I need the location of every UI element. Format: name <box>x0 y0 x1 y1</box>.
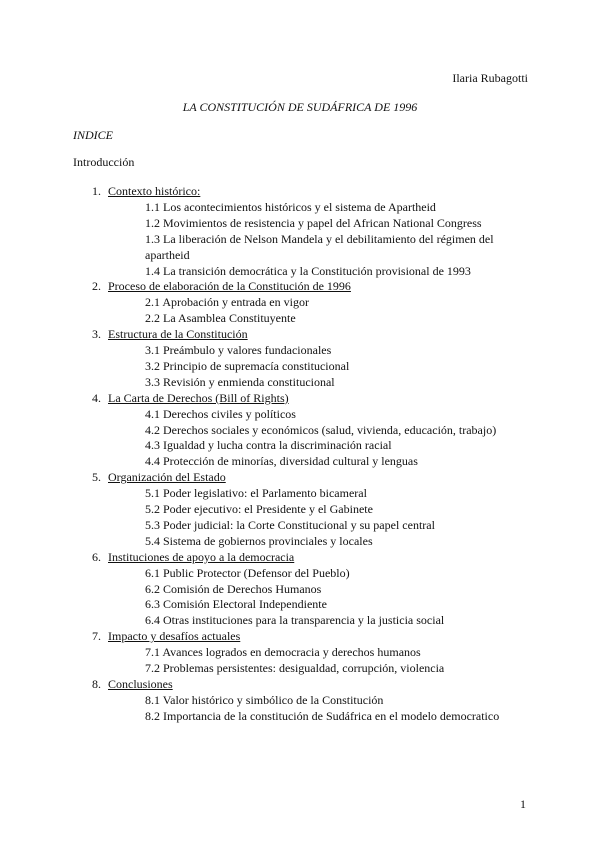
toc-subsection: 3.3 Revisión y enmienda constitucional <box>145 374 335 389</box>
toc-section-heading <box>0 279 600 295</box>
section-number: 3. <box>92 327 101 342</box>
toc-subsection: 6.3 Comisión Electoral Independiente <box>145 597 327 612</box>
toc-section-heading <box>0 629 600 645</box>
section-title: Proceso de elaboración de la Constitución de 1996 <box>108 279 351 294</box>
document-title: LA CONSTITUCIÓN DE SUDÁFRICA DE 1996 <box>182 100 418 114</box>
toc-section <box>0 629 600 677</box>
section-title: Estructura de la Constitución <box>108 327 248 342</box>
section-number: 5. <box>92 470 101 485</box>
toc-subsection: 2.1 Aprobación y entrada en vigor <box>145 295 309 310</box>
section-title: La Carta de Derechos (Bill of Rights) <box>108 390 289 405</box>
toc-section-heading <box>0 470 600 486</box>
toc-section-heading <box>0 550 600 566</box>
section-number: 2. <box>92 279 101 294</box>
toc-section <box>0 470 600 550</box>
toc-section-heading <box>0 184 600 200</box>
toc-subsection: 1.3 La liberación de Nelson Mandela y el debilitamiento del régimen del apartheid <box>145 231 494 262</box>
toc-subsection: 8.1 Valor histórico y simbólico de la Constitución <box>145 692 384 707</box>
toc-section-heading <box>0 327 600 343</box>
toc-section <box>0 279 600 327</box>
toc-section <box>0 327 600 391</box>
author-name: Ilaria Rubagotti <box>452 71 528 85</box>
toc-subsection: 4.3 Igualdad y lucha contra la discriminación racial <box>145 438 392 453</box>
toc-section-heading <box>0 677 600 693</box>
table-of-contents <box>0 184 600 725</box>
section-number: 7. <box>92 629 101 644</box>
toc-subsection: 4.1 Derechos civiles y políticos <box>145 406 296 421</box>
toc-subsection: 3.1 Preámbulo y valores fundacionales <box>145 343 332 358</box>
toc-subsection: 1.4 La transición democrática y la Constitución provisional de 1993 <box>145 263 471 278</box>
toc-section <box>0 550 600 630</box>
index-heading: INDICE <box>73 128 113 142</box>
section-title: Instituciones de apoyo a la democracia <box>108 549 295 564</box>
section-title: Impacto y desafíos actuales <box>108 629 241 644</box>
toc-subsection: 3.2 Principio de supremacía constitucional <box>145 358 350 373</box>
toc-subsection: 7.1 Avances logrados en democracia y derechos humanos <box>145 645 421 660</box>
introduction-entry: Introducción <box>73 155 135 169</box>
toc-subsection: 6.1 Public Protector (Defensor del Pueblo) <box>145 565 350 580</box>
toc-subsection: 8.2 Importancia de la constitución de Sudáfrica en el modelo democratico <box>145 708 500 723</box>
section-number: 8. <box>92 676 101 691</box>
toc-subsection: 1.2 Movimientos de resistencia y papel del African National Congress <box>145 215 482 230</box>
toc-subsection: 6.4 Otras instituciones para la transparencia y la justicia social <box>145 613 445 628</box>
toc-section-heading <box>0 391 600 407</box>
page-number: 1 <box>520 797 526 811</box>
toc-subsection: 5.2 Poder ejecutivo: el Presidente y el Gabinete <box>145 502 373 517</box>
toc-subsection: 2.2 La Asamblea Constituyente <box>145 311 296 326</box>
toc-subsection: 5.4 Sistema de gobiernos provinciales y locales <box>145 533 373 548</box>
section-title: Organización del Estado <box>108 470 226 485</box>
toc-subsection: 6.2 Comisión de Derechos Humanos <box>145 581 322 596</box>
section-title: Contexto histórico: <box>108 184 201 198</box>
toc-subsection: 4.4 Protección de minorías, diversidad cultural y lenguas <box>145 454 418 469</box>
toc-subsection: 5.1 Poder legislativo: el Parlamento bicameral <box>145 486 367 501</box>
section-title: Conclusiones <box>108 676 173 691</box>
toc-section <box>0 677 600 725</box>
toc-section <box>0 391 600 471</box>
toc-subsection: 7.2 Problemas persistentes: desigualdad, corrupción, violencia <box>145 661 445 676</box>
section-number: 1. <box>92 184 101 198</box>
toc-section <box>0 184 600 279</box>
section-number: 4. <box>92 390 101 405</box>
toc-subsection: 1.1 Los acontecimientos históricos y el sistema de Apartheid <box>145 199 436 214</box>
toc-subsection: 5.3 Poder judicial: la Corte Constitucional y su papel central <box>145 517 435 532</box>
toc-subsection: 4.2 Derechos sociales y económicos (salud, vivienda, educación, trabajo) <box>145 422 497 437</box>
section-number: 6. <box>92 549 101 564</box>
